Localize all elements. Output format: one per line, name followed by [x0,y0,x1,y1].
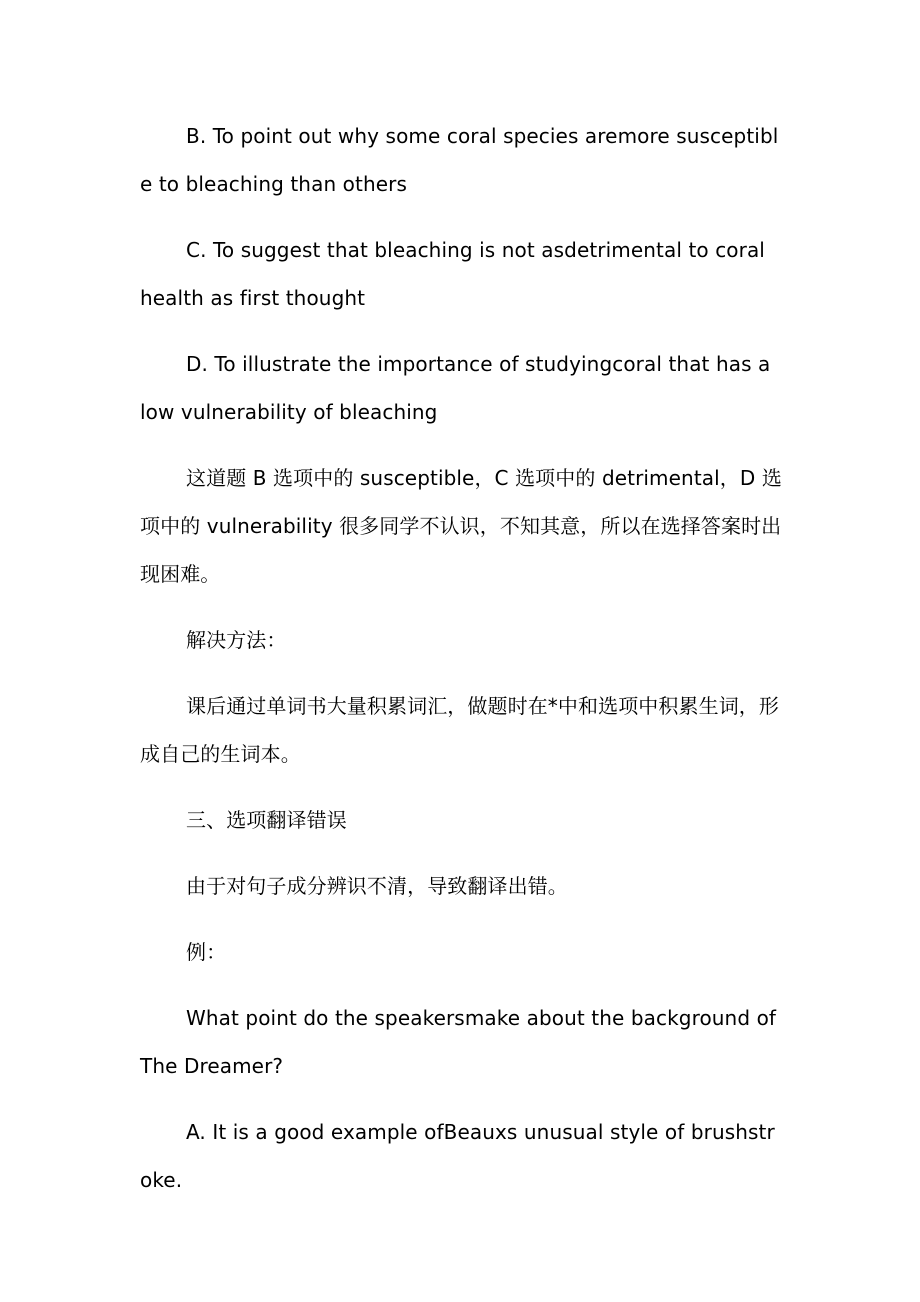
example-question: What point do the speakersmake about the background of The Dreamer? [140,1006,777,1078]
section-description: 由于对句子成分辨识不清，导致翻译出错。 [186,874,568,898]
solution-heading: 解决方法： [186,628,287,652]
explanation-paragraph: 这道题 B 选项中的 susceptible，C 选项中的 detrimental，D 选项中的 vulnerability 很多同学不认识，不知其意，所以在选择答案时出现困难。 [140,466,782,586]
section-heading: 三、选项翻译错误 [186,808,347,832]
example-label: 例： [186,940,227,964]
option-d-text: D. To illustrate the importance of studyingcoral that has a low vulnerability of bleaching [140,352,771,424]
option-b-text: B. To point out why some coral species aremore susceptible to bleaching than others [140,124,779,196]
document-body [140,112,782,1222]
solution-paragraph: 课后通过单词书大量积累词汇，做题时在*中和选项中积累生词，形成自己的生词本。 [140,694,779,766]
option-c-text: C. To suggest that bleaching is not asdetrimental to coral health as first thought [140,238,765,310]
example-option-a: A. It is a good example ofBeauxs unusual style of brushstroke. [140,1120,775,1192]
